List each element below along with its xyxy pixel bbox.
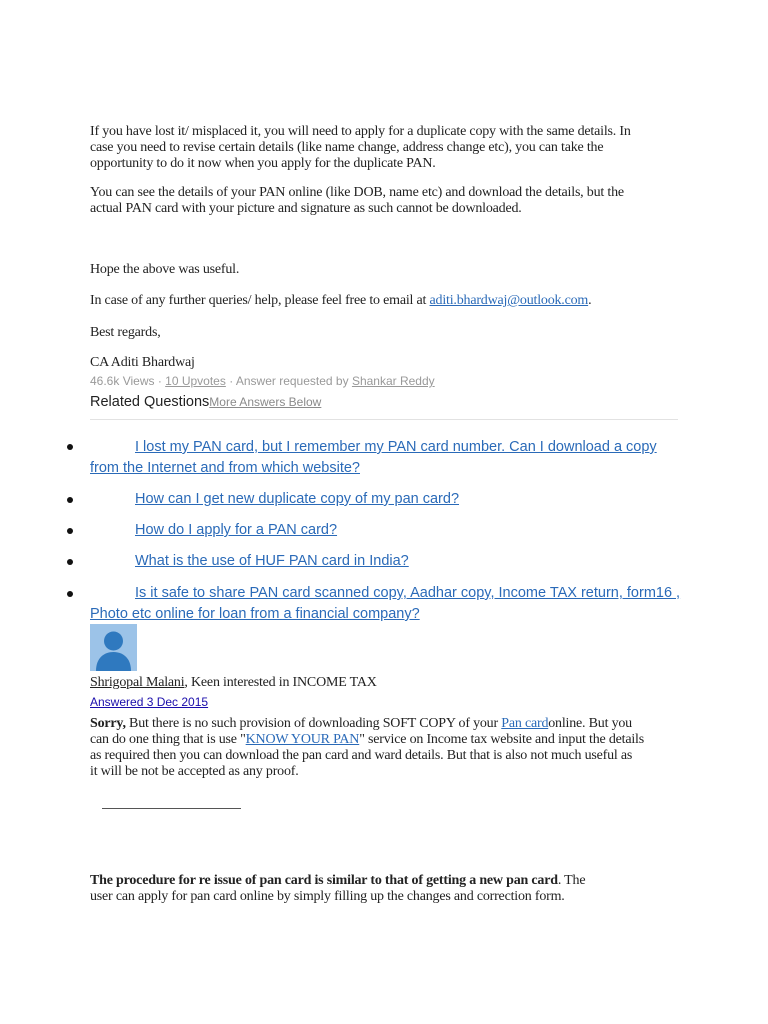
paragraph-see-details: [90, 185, 690, 217]
meta-separator: ·: [154, 374, 166, 388]
answered-date-link[interactable]: Answered 3 Dec 2015: [90, 695, 209, 709]
related-questions-header: [90, 393, 321, 411]
bullet: [67, 444, 73, 450]
answer-text: But there is no such provision of downloading SOFT COPY of your: [125, 716, 502, 731]
question-line[interactable]: Photo etc online for loan from a financial company?: [90, 606, 420, 622]
paragraph-lost-card: [90, 124, 690, 172]
answer-line: [90, 732, 690, 748]
paragraph-line: case you need to revise certain details (like name change, address change etc), you can take the: [90, 140, 604, 155]
bullet: [67, 497, 73, 503]
second-answer-body: [90, 716, 690, 780]
related-question-5[interactable]: [90, 583, 690, 625]
second-answer-author-line: [90, 675, 377, 691]
bullet: [67, 591, 73, 597]
bullet: [67, 528, 73, 534]
related-question-2[interactable]: How can I get new duplicate copy of my pan card?: [135, 491, 460, 507]
hope-text: Hope the above was useful.: [90, 262, 240, 277]
answer-line: it will be not be accepted as any proof.: [90, 764, 299, 779]
pan-card-link[interactable]: Pan card: [501, 716, 549, 731]
upvotes-link[interactable]: 10 Upvotes: [165, 374, 226, 388]
answer-meta: [90, 374, 435, 388]
related-question-4[interactable]: What is the use of HUF PAN card in India?: [135, 553, 409, 569]
author-signature: CA Aditi Bhardwaj: [90, 355, 195, 370]
sorry-text: Sorry,: [90, 716, 126, 731]
requester-link[interactable]: Shankar Reddy: [351, 374, 435, 388]
separator-line: [102, 808, 241, 809]
paragraph-line: If you have lost it/ misplaced it, you will need to apply for a duplicate copy with the same details. In: [90, 124, 631, 139]
procedure-paragraph: [90, 873, 700, 905]
related-question-3[interactable]: How do I apply for a PAN card?: [135, 522, 338, 538]
procedure-bold: The procedure for re issue of pan card is similar to that of getting a new pan card: [90, 873, 558, 888]
answer-line: [90, 716, 690, 732]
related-questions-title: Related Questions: [90, 394, 210, 410]
paragraph-line: actual PAN card with your picture and signature as such cannot be downloaded.: [90, 201, 522, 216]
related-question-1[interactable]: [90, 437, 690, 479]
requested-by-label: · Answer requested by: [225, 374, 352, 388]
bullet: [67, 559, 73, 565]
views-count: 46.6k Views: [90, 374, 155, 388]
question-line[interactable]: I lost my PAN card, but I remember my PAN card number. Can I download a copy: [135, 439, 657, 455]
more-answers-link[interactable]: More Answers Below: [209, 395, 322, 409]
queries-prefix: In case of any further queries/ help, please feel free to email at: [90, 293, 430, 308]
procedure-line: user can apply for pan card online by simply filling up the changes and correction form.: [90, 889, 565, 904]
queries-text: [90, 293, 591, 309]
know-your-pan-link[interactable]: KNOW YOUR PAN: [245, 732, 360, 747]
answer-text: " service on Income tax website and input the details: [359, 732, 644, 747]
procedure-line: [90, 873, 700, 889]
paragraph-line: opportunity to do it now when you apply for the duplicate PAN.: [90, 156, 436, 171]
answer-line: as required then you can download the pan card and ward details. But that is also not much useful as: [90, 748, 633, 763]
answer-text: can do one thing that is use ": [90, 732, 246, 747]
user-silhouette-icon: [90, 624, 137, 671]
email-link[interactable]: aditi.bhardwaj@outlook.com: [429, 293, 589, 308]
paragraph-line: You can see the details of your PAN online (like DOB, name etc) and download the details, but the: [90, 185, 624, 200]
procedure-rest: . The: [557, 873, 586, 888]
queries-suffix: .: [588, 293, 592, 308]
regards-text: Best regards,: [90, 325, 161, 340]
author-name-link[interactable]: Shrigopal Malani: [90, 675, 185, 690]
divider: [90, 419, 678, 420]
question-line[interactable]: from the Internet and from which website?: [90, 460, 360, 476]
question-line[interactable]: Is it safe to share PAN card scanned copy, Aadhar copy, Income TAX return, form16 ,: [135, 585, 681, 601]
answer-text: online. But you: [548, 716, 632, 731]
avatar[interactable]: [90, 624, 137, 671]
author-credential: , Keen interested in INCOME TAX: [184, 675, 377, 690]
